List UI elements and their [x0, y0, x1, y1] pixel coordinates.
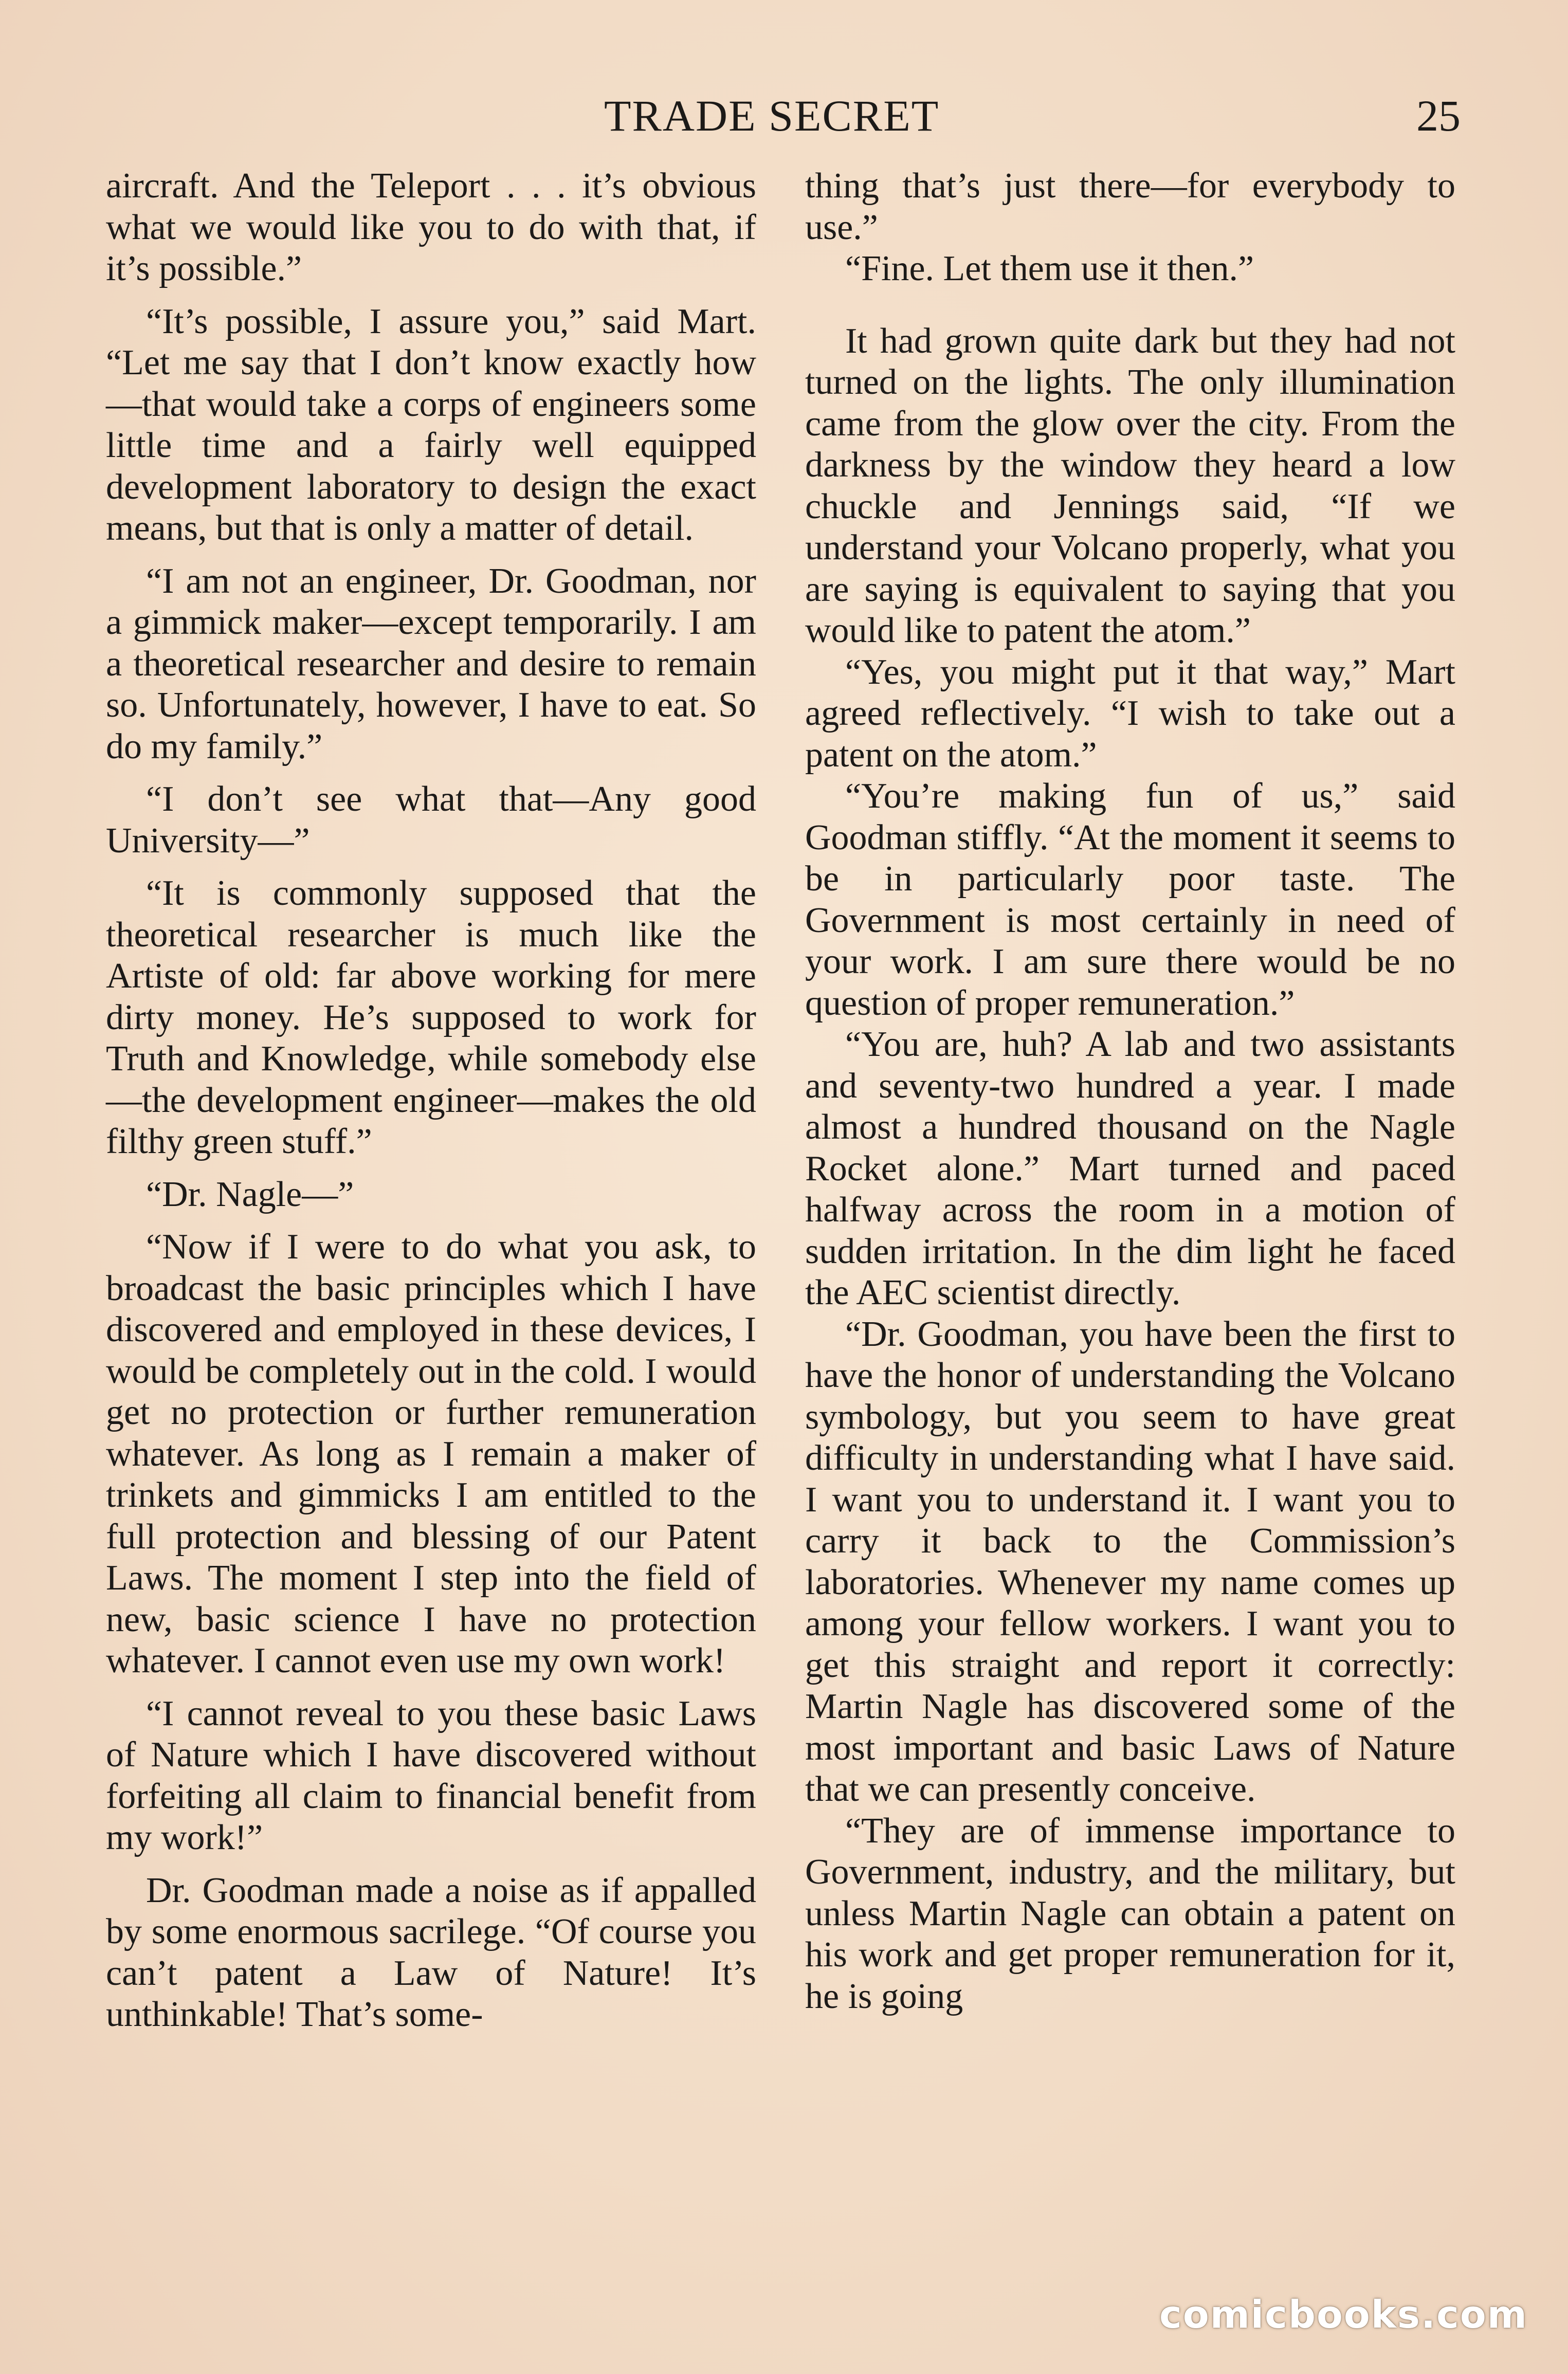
paragraph: “It’s possible, I assure you,” said Mart. “Let me say that I don’t know exactly how—that would take a corps of engineers some little time and a fairly well equipped development laboratory to design the exact means, but that is only a matter of detail.	[106, 301, 756, 548]
paragraph: “You’re making fun of us,” said Goodman stiffly. “At the moment it seems to be in particularly poor taste. The Government is most certainly in need of your work. I am sure there would be no question of proper remuneration.”	[805, 776, 1455, 1023]
page-number: 25	[1416, 91, 1461, 140]
running-header	[0, 87, 1568, 144]
paragraph: Dr. Goodman made a noise as if appalled by some enormous sacrilege. “Of course you can’t patent a Law of Nature! It’s unthinkable! That’s some-	[106, 1870, 756, 2034]
paragraph: thing that’s just there—for everybody to use.”	[805, 166, 1455, 247]
running-title: TRADE SECRET	[604, 91, 940, 140]
paragraph: “You are, huh? A lab and two assistants and seventy-two hundred a year. I made almost a hundred thousand on the Nagle Rocket alone.” Mart turned and paced halfway across the room in a motion of sudden irritation. In the dim light he faced the AEC scientist directly.	[805, 1025, 1455, 1312]
paragraph: “Yes, you might put it that way,” Mart agreed reflectively. “I wish to take out a patent on the atom.”	[805, 652, 1455, 775]
paragraph: “They are of immense importance to Government, industry, and the military, but unless Martin Nagle can obtain a patent on his work and get proper remuneration for it, he is going	[805, 1811, 1455, 2016]
paragraph: “I don’t see what that—Any good University—”	[106, 779, 756, 861]
paragraph: “I am not an engineer, Dr. Goodman, nor a gimmick maker—except temporarily. I am a theoretical researcher and desire to remain so. Unfortunately, however, I have to eat. So do my family.”	[106, 561, 756, 766]
right-column	[805, 166, 1455, 2017]
paragraph: It had grown quite dark but they had not turned on the lights. The only illumination came from the glow over the city. From the darkness by the window they heard a low chuckle and Jennings said, “If we understand your Volcano properly, what you are saying is equivalent to saying that you would like to patent the atom.”	[805, 321, 1455, 650]
site-watermark: comicbooks.com	[1159, 2293, 1528, 2337]
paragraph: “I cannot reveal to you these basic Laws of Nature which I have discovered without forfeiting all claim to financial benefit from my work!”	[106, 1693, 756, 1857]
paragraph: “Dr. Nagle—”	[146, 1174, 354, 1214]
paragraph: “It is commonly supposed that the theoretical researcher is much like the Artiste of old: far above working for mere dirty money. He’s supposed to work for Truth and Knowledge, while somebody else—the development engineer—makes the old filthy green stuff.”	[106, 873, 756, 1161]
paragraph: “Now if I were to do what you ask, to broadcast the basic principles which I have discovered and employed in these devices, I would be completely out in the cold. I would get no protection or further remuneration whatever. As long as I remain a maker of trinkets and gimmicks I am entitled to the full protection and blessing of our Patent Laws. The moment I step into the field of new, basic science I have no protection whatever. I cannot even use my own work!	[106, 1227, 756, 1681]
left-column	[106, 166, 756, 2036]
paragraph: aircraft. And the Teleport . . . it’s obvious what we would like you to do with that, if it’s possible.”	[106, 166, 756, 288]
paragraph: “Dr. Goodman, you have been the first to have the honor of understanding the Volcano symbology, but you seem to have great difficulty in understanding what I have said. I want you to understand it. I want you to carry it back to the Commission’s laboratories. Whenever my name comes up among your fellow workers. I want you to get this straight and report it correctly: Martin Nagle has discovered some of the most important and basic Laws of Nature that we can presently conceive.	[805, 1314, 1455, 1809]
paragraph: “Fine. Let them use it then.”	[845, 249, 1254, 288]
